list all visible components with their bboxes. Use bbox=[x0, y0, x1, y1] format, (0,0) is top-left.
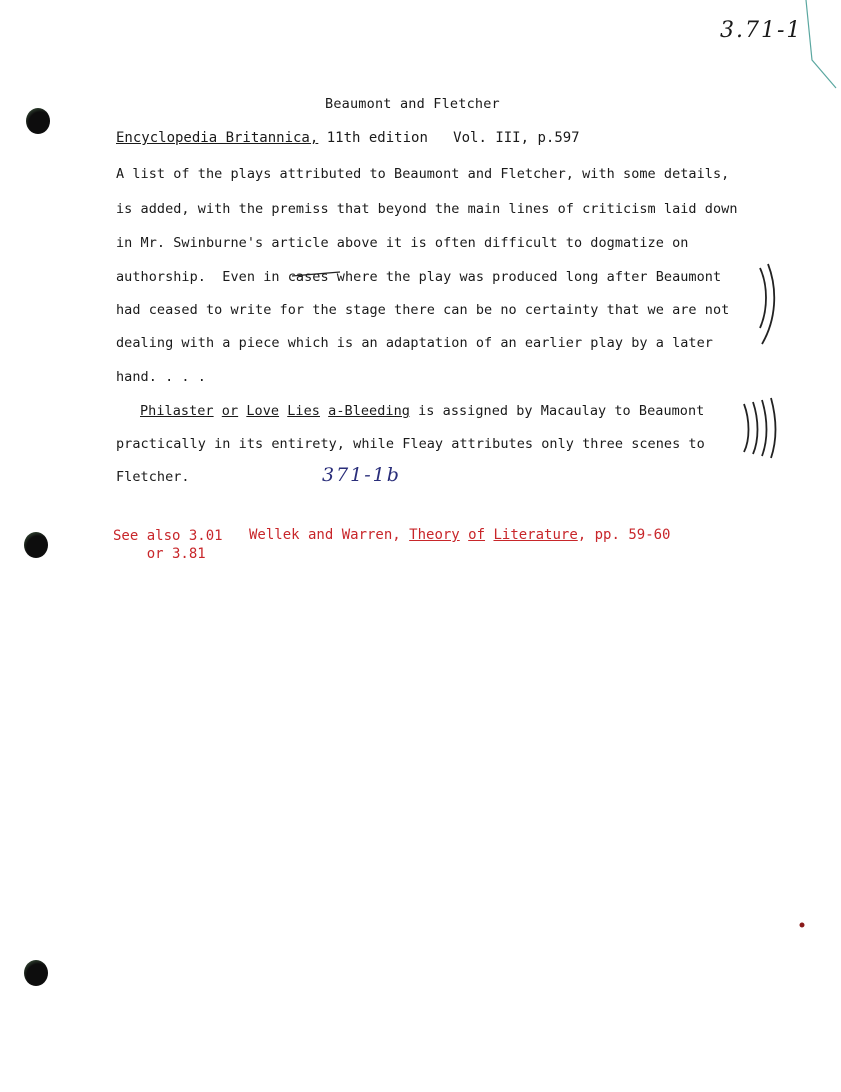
play-title-word: or bbox=[221, 403, 239, 419]
paragraph-line: A list of the plays attributed to Beaumont and Fletcher, with some details, bbox=[116, 166, 730, 182]
play-title-word: Lies bbox=[287, 403, 320, 419]
see-also-alt: or 3.81 bbox=[146, 546, 206, 562]
see-also-citation bbox=[249, 527, 670, 543]
play-title-word: Love bbox=[246, 403, 280, 419]
paragraph-line: dealing with a piece which is an adaptation of an earlier play by a later bbox=[116, 335, 713, 351]
paragraph-line: had ceased to write for the stage there can be no certainty that we are not bbox=[116, 302, 730, 318]
citation-pages: , pp. 59-60 bbox=[577, 527, 671, 543]
edition: 11th edition bbox=[318, 130, 428, 146]
paragraph-line bbox=[140, 403, 704, 419]
paragraph-text: is assigned by Macaulay to Beaumont bbox=[409, 403, 705, 419]
play-title-word: Philaster bbox=[140, 403, 214, 419]
source-citation bbox=[116, 130, 580, 146]
paragraph-line: is added, with the premiss that beyond the main lines of criticism laid down bbox=[116, 201, 738, 217]
margin-bracket bbox=[762, 400, 767, 456]
paragraph-line: hand. . . . bbox=[116, 369, 206, 385]
volume-page: Vol. III, p.597 bbox=[453, 130, 580, 146]
margin-bracket bbox=[771, 398, 776, 458]
inline-code-annotation: 371-1b bbox=[322, 464, 401, 486]
margin-bracket bbox=[760, 268, 766, 328]
play-title-word: a-Bleeding bbox=[328, 403, 410, 419]
book-title-word: Theory bbox=[409, 527, 460, 543]
paragraph-line: in Mr. Swinburne's article above it is often difficult to dogmatize on bbox=[116, 235, 689, 251]
ink-dot bbox=[800, 923, 805, 928]
paragraph-line: Fletcher. bbox=[116, 469, 190, 485]
publication-title: Encyclopedia Britannica, bbox=[116, 130, 319, 146]
page-edge-line bbox=[806, 0, 836, 88]
paragraph-line: authorship. Even in cases where the play was produced long after Beaumont bbox=[116, 269, 722, 285]
paragraph-line: practically in its entirety, while Fleay attributes only three scenes to bbox=[116, 436, 705, 452]
margin-bracket bbox=[753, 402, 758, 454]
book-title-word: Literature bbox=[493, 527, 578, 543]
see-also-ref: See also 3.01 bbox=[113, 528, 223, 544]
see-also-label bbox=[113, 527, 223, 563]
margin-bracket bbox=[744, 404, 749, 452]
page-code-annotation: 3.71-1 bbox=[720, 18, 803, 43]
citation-authors: Wellek and Warren, bbox=[249, 527, 410, 543]
book-title-word: of bbox=[468, 527, 486, 543]
page-title: Beaumont and Fletcher bbox=[325, 96, 500, 112]
